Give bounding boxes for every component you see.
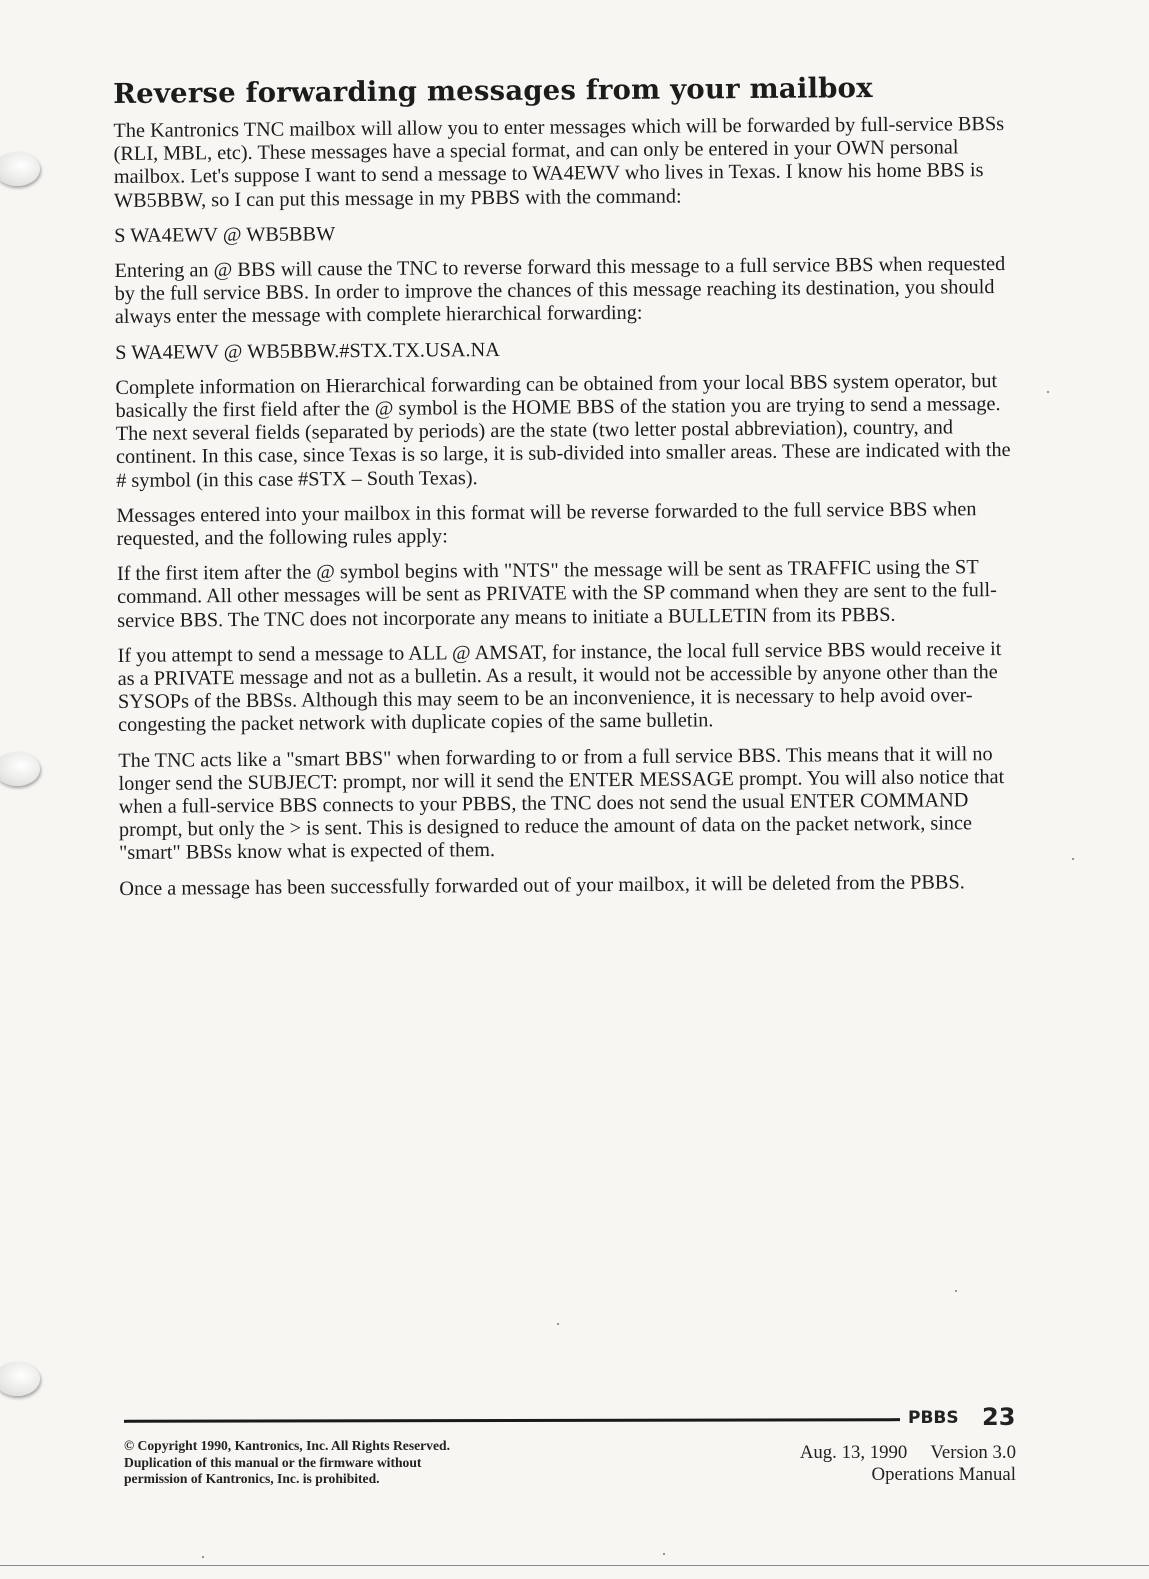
copyright-notice — [124, 1438, 450, 1488]
paper-speck — [1072, 858, 1074, 860]
copyright-line: permission of Kantronics, Inc. is prohibited. — [124, 1471, 380, 1486]
body-paragraph: Once a message has been successfully forwarded out of your mailbox, it will be deleted from the PBBS. — [119, 871, 965, 900]
footer-section-label: PBBS — [908, 1408, 959, 1428]
page-number: 23 — [982, 1403, 1016, 1431]
body-paragraph: Complete information on Hierarchical forwarding can be obtained from your local BBS system operator, but basically the first field after the @ symbol is the HOME BBS of the station you are trying to send a message. The next several fields (separated by periods) are the state (two letter postal abbreviation), country, and continent. In this case, since Texas is so large, it is sub-divided into smaller areas. These are indicated with the # symbol (in this case #STX – South Texas). — [115, 369, 1011, 492]
body-paragraph: Messages entered into your mailbox in this format will be reverse forwarded to the full service BBS when requested, and the following rules apply: — [116, 498, 977, 551]
command-example: S WA4EWV @ WB5BBW.#STX.TX.USA.NA — [115, 338, 500, 364]
body-paragraph: If the first item after the @ symbol begins with "NTS" the message will be sent as TRAFFIC using the ST command. All other messages will be sent as PRIVATE with the SP command when they are sent to the full-service BBS. The TNC does not incorporate any means to initiate a BULLETIN from its PBBS. — [116, 556, 997, 632]
paper-speck — [202, 1556, 204, 1558]
body-paragraph: The Kantronics TNC mailbox will allow you to enter messages which will be forwarded by full-service BBSs (RLI, MBL, etc). These messages have a special format, and can only be entered in your OWN personal mailbox. Let's suppose I want to send a message to WA4EWV who lives in Texas. I know his home BBS is WB5BBW, so I can put this message in my PBBS with the command: — [113, 113, 1005, 212]
paper-speck — [1047, 391, 1049, 393]
copyright-line: Duplication of this manual or the firmware without — [124, 1454, 422, 1470]
paper-speck — [663, 1553, 665, 1555]
binder-hole — [0, 1362, 40, 1396]
footer-version-info — [750, 1442, 1016, 1486]
page-content — [113, 71, 1015, 913]
paper-speck — [557, 1323, 559, 1325]
manual-title: Operations Manual — [871, 1464, 1016, 1485]
binder-hole — [0, 752, 40, 786]
body-paragraph: If you attempt to send a message to ALL @ AMSAT, for instance, the local full service BBS would receive it as a PRIVATE message and not as a bulletin. As a result, it would not be accessible by anyone other than the SYSOPs of the BBSs. Although this may seem to be an inconvenience, it is necessary to help avoid over-congesting the packet network with duplicate copies of the same bulletin. — [117, 637, 1002, 737]
command-example: S WA4EWV @ WB5BBW — [114, 223, 336, 247]
paper-speck — [955, 1290, 957, 1292]
page-edge-line — [0, 1565, 1149, 1566]
copyright-line: © Copyright 1990, Kantronics, Inc. All Rights Reserved. — [124, 1438, 450, 1453]
body-paragraph: Entering an @ BBS will cause the TNC to reverse forward this message to a full service BBS when requested by the full service BBS. In order to improve the chances of this message reaching its destination, you should always enter the message with complete hierarchical forwarding: — [114, 253, 1006, 329]
footer-rule — [124, 1418, 900, 1423]
section-heading: Reverse forwarding messages from your mailbox — [113, 72, 873, 110]
date-version: Aug. 13, 1990 Version 3.0 — [799, 1442, 1016, 1463]
body-paragraph: The TNC acts like a "smart BBS" when forwarding to or from a full service BBS. This means that it will no longer send the SUBJECT: prompt, nor will it send the ENTER MESSAGE prompt. You will also notice that when a full-service BBS connects to your PBBS, the TNC does not send the usual ENTER COMMAND prompt, but only the > is sent. This is designed to reduce the amount of data on the packet network, since "smart" BBSs know what is expected of them. — [118, 742, 1005, 865]
binder-hole — [0, 152, 40, 186]
